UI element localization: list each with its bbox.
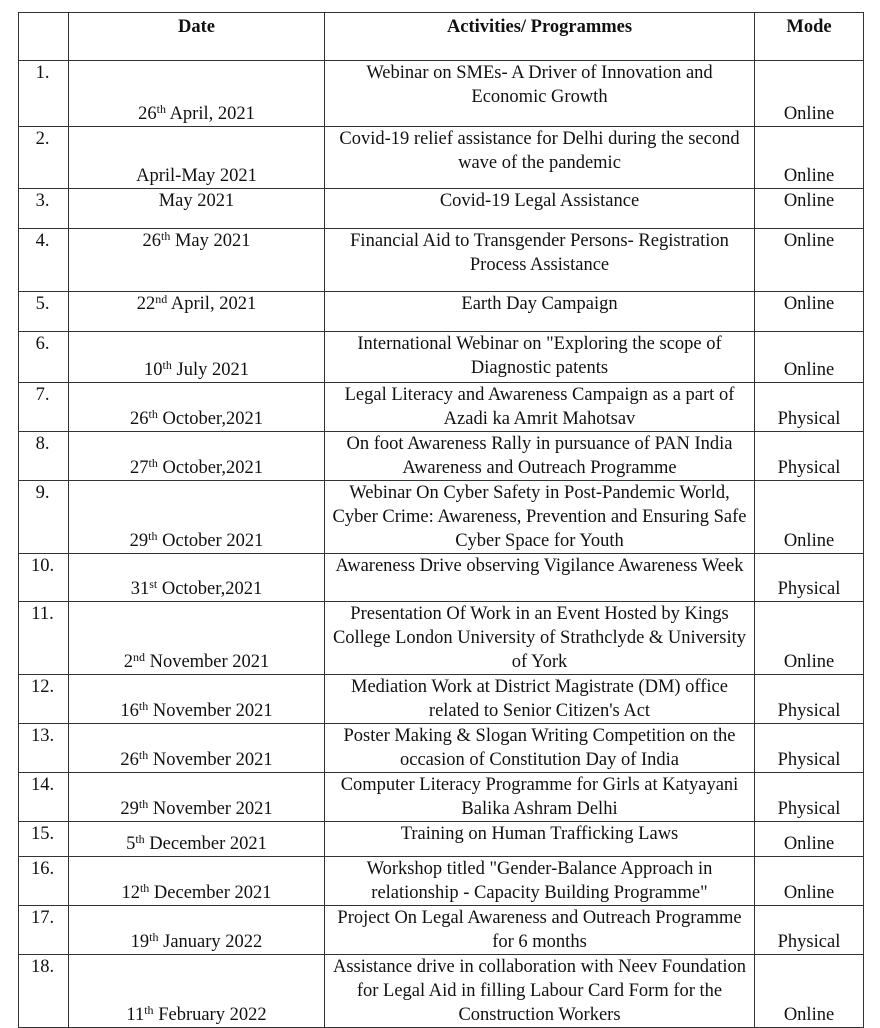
date-cell bbox=[69, 773, 325, 822]
date-day: 11 bbox=[126, 1005, 145, 1025]
date-day: 16 bbox=[120, 701, 139, 721]
date-ordinal-suffix: th bbox=[138, 797, 149, 811]
header-row bbox=[19, 13, 864, 61]
table-row bbox=[19, 906, 864, 955]
date-cell bbox=[69, 554, 325, 602]
date-day: 26 bbox=[142, 231, 161, 251]
activity-cell: On foot Awareness Rally in pursuance of PAN India Awareness and Outreach Programme bbox=[325, 432, 755, 481]
date-cell bbox=[69, 602, 325, 675]
date-cell bbox=[69, 857, 325, 906]
date-day: 10 bbox=[144, 360, 163, 380]
activity-cell: Computer Literacy Programme for Girls at Katyayani Balika Ashram Delhi bbox=[325, 773, 755, 822]
table-row bbox=[19, 61, 864, 127]
activity-cell: Earth Day Campaign bbox=[325, 292, 755, 332]
activity-cell: Webinar on SMEs- A Driver of Innovation and Economic Growth bbox=[325, 61, 755, 127]
date-month-year: October,2021 bbox=[157, 458, 263, 478]
mode-cell: Online bbox=[755, 127, 864, 189]
mode-cell: Physical bbox=[755, 383, 864, 432]
date-cell bbox=[69, 383, 325, 432]
table-row bbox=[19, 724, 864, 773]
date-month-year: October,2021 bbox=[157, 409, 263, 429]
table-row bbox=[19, 383, 864, 432]
table-row bbox=[19, 432, 864, 481]
mode-cell: Physical bbox=[755, 675, 864, 724]
date-ordinal-suffix: th bbox=[149, 930, 159, 944]
table-row bbox=[19, 675, 864, 724]
mode-cell: Physical bbox=[755, 432, 864, 481]
date-ordinal-suffix: nd bbox=[132, 650, 145, 664]
activity-cell: Webinar On Cyber Safety in Post-Pandemic World, Cyber Crime: Awareness, Prevention and Ensuring Safe Cyber Space for Youth bbox=[325, 481, 755, 554]
date-day: 26 bbox=[120, 750, 139, 770]
mode-cell: Online bbox=[755, 602, 864, 675]
date-month-year: November 2021 bbox=[148, 799, 273, 819]
activity-cell: Workshop titled "Gender-Balance Approach in relationship - Capacity Building Programme" bbox=[325, 857, 755, 906]
header-mode: Mode bbox=[755, 13, 864, 61]
date-day: 22 bbox=[136, 294, 156, 314]
row-number: 15. bbox=[19, 822, 69, 857]
date-ordinal-suffix: th bbox=[148, 529, 158, 543]
mode-cell: Online bbox=[755, 229, 864, 292]
date-month-year: December 2021 bbox=[144, 834, 267, 854]
date-cell bbox=[69, 61, 325, 127]
table-row bbox=[19, 189, 864, 229]
table-row bbox=[19, 857, 864, 906]
activity-cell: Financial Aid to Transgender Persons- Registration Process Assistance bbox=[325, 229, 755, 292]
row-number: 2. bbox=[19, 127, 69, 189]
mode-cell: Online bbox=[755, 955, 864, 1028]
mode-cell: Online bbox=[755, 292, 864, 332]
mode-cell: Online bbox=[755, 857, 864, 906]
date-ordinal-suffix: nd bbox=[155, 292, 168, 306]
date-ordinal-suffix: th bbox=[144, 1003, 154, 1017]
table-row bbox=[19, 292, 864, 332]
date-day: 31 bbox=[130, 579, 150, 599]
activity-cell: Covid-19 Legal Assistance bbox=[325, 189, 755, 229]
date-day: 26 bbox=[138, 104, 157, 124]
activity-cell: Training on Human Trafficking Laws bbox=[325, 822, 755, 857]
activity-cell: Presentation Of Work in an Event Hosted by Kings College London University of Strathclyde & University of York bbox=[325, 602, 755, 675]
date-cell bbox=[69, 127, 325, 189]
activities-table bbox=[18, 12, 864, 1028]
date-ordinal-suffix: th bbox=[138, 748, 149, 762]
date-month-year: July 2021 bbox=[171, 360, 249, 380]
date-day: 26 bbox=[130, 409, 149, 429]
date-month-year: October,2021 bbox=[157, 579, 263, 599]
row-number: 9. bbox=[19, 481, 69, 554]
date-month-year: January 2022 bbox=[158, 932, 263, 952]
activity-cell: Legal Literacy and Awareness Campaign as a part of Azadi ka Amrit Mahotsav bbox=[325, 383, 755, 432]
activity-cell: International Webinar on "Exploring the scope of Diagnostic patents bbox=[325, 332, 755, 383]
table-row bbox=[19, 229, 864, 292]
date-day: 29 bbox=[129, 531, 149, 551]
table-row bbox=[19, 554, 864, 602]
date-cell bbox=[69, 229, 325, 292]
date-month-year: April, 2021 bbox=[165, 104, 255, 124]
date-ordinal-suffix: th bbox=[135, 832, 145, 846]
mode-cell: Online bbox=[755, 189, 864, 229]
table-row bbox=[19, 602, 864, 675]
date-month-year: November 2021 bbox=[148, 701, 273, 721]
table-row bbox=[19, 955, 864, 1028]
date-month-year: April-May 2021 bbox=[136, 166, 257, 186]
date-month-year: May 2021 bbox=[158, 191, 235, 211]
date-month-year: November 2021 bbox=[144, 652, 270, 672]
row-number: 14. bbox=[19, 773, 69, 822]
activity-cell: Poster Making & Slogan Writing Competition on the occasion of Constitution Day of India bbox=[325, 724, 755, 773]
row-number: 13. bbox=[19, 724, 69, 773]
row-number: 1. bbox=[19, 61, 69, 127]
date-cell bbox=[69, 955, 325, 1028]
row-number: 12. bbox=[19, 675, 69, 724]
date-cell bbox=[69, 292, 325, 332]
mode-cell: Online bbox=[755, 61, 864, 127]
table-row bbox=[19, 481, 864, 554]
date-ordinal-suffix: th bbox=[162, 358, 172, 372]
header-index bbox=[19, 13, 69, 61]
row-number: 3. bbox=[19, 189, 69, 229]
date-ordinal-suffix: th bbox=[148, 407, 158, 421]
date-day: 5 bbox=[126, 834, 136, 854]
date-day: 29 bbox=[120, 799, 139, 819]
activity-cell: Awareness Drive observing Vigilance Awareness Week bbox=[325, 554, 755, 602]
table-row bbox=[19, 127, 864, 189]
table-row bbox=[19, 773, 864, 822]
date-month-year: May 2021 bbox=[170, 231, 251, 251]
header-date: Date bbox=[69, 13, 325, 61]
row-number: 17. bbox=[19, 906, 69, 955]
date-day: 2 bbox=[123, 652, 133, 672]
date-ordinal-suffix: st bbox=[149, 577, 158, 591]
mode-cell: Online bbox=[755, 332, 864, 383]
mode-cell: Online bbox=[755, 481, 864, 554]
date-ordinal-suffix: th bbox=[160, 229, 171, 243]
date-month-year: December 2021 bbox=[149, 883, 272, 903]
date-cell bbox=[69, 481, 325, 554]
date-ordinal-suffix: th bbox=[156, 102, 166, 116]
table-row bbox=[19, 332, 864, 383]
date-cell bbox=[69, 675, 325, 724]
mode-cell: Physical bbox=[755, 554, 864, 602]
activity-cell: Assistance drive in collaboration with Neev Foundation for Legal Aid in filling Labour Card Form for the Construction Workers bbox=[325, 955, 755, 1028]
date-day: 19 bbox=[130, 932, 150, 952]
mode-cell: Physical bbox=[755, 773, 864, 822]
date-ordinal-suffix: th bbox=[138, 699, 149, 713]
date-ordinal-suffix: th bbox=[139, 881, 150, 895]
row-number: 11. bbox=[19, 602, 69, 675]
activity-cell: Mediation Work at District Magistrate (DM) office related to Senior Citizen's Act bbox=[325, 675, 755, 724]
date-ordinal-suffix: th bbox=[148, 456, 158, 470]
date-cell bbox=[69, 906, 325, 955]
row-number: 10. bbox=[19, 554, 69, 602]
date-cell bbox=[69, 822, 325, 857]
row-number: 6. bbox=[19, 332, 69, 383]
row-number: 16. bbox=[19, 857, 69, 906]
row-number: 8. bbox=[19, 432, 69, 481]
row-number: 7. bbox=[19, 383, 69, 432]
row-number: 18. bbox=[19, 955, 69, 1028]
header-activities: Activities/ Programmes bbox=[325, 13, 755, 61]
date-day: 27 bbox=[130, 458, 149, 478]
date-cell bbox=[69, 724, 325, 773]
date-cell bbox=[69, 432, 325, 481]
activity-cell: Covid-19 relief assistance for Delhi during the second wave of the pandemic bbox=[325, 127, 755, 189]
date-month-year: February 2022 bbox=[153, 1005, 267, 1025]
row-number: 5. bbox=[19, 292, 69, 332]
date-cell bbox=[69, 332, 325, 383]
date-month-year: April, 2021 bbox=[167, 294, 257, 314]
date-month-year: October 2021 bbox=[157, 531, 264, 551]
mode-cell: Online bbox=[755, 822, 864, 857]
date-cell bbox=[69, 189, 325, 229]
row-number: 4. bbox=[19, 229, 69, 292]
mode-cell: Physical bbox=[755, 724, 864, 773]
date-day: 12 bbox=[121, 883, 140, 903]
activity-cell: Project On Legal Awareness and Outreach Programme for 6 months bbox=[325, 906, 755, 955]
table-row bbox=[19, 822, 864, 857]
mode-cell: Physical bbox=[755, 906, 864, 955]
date-month-year: November 2021 bbox=[148, 750, 273, 770]
